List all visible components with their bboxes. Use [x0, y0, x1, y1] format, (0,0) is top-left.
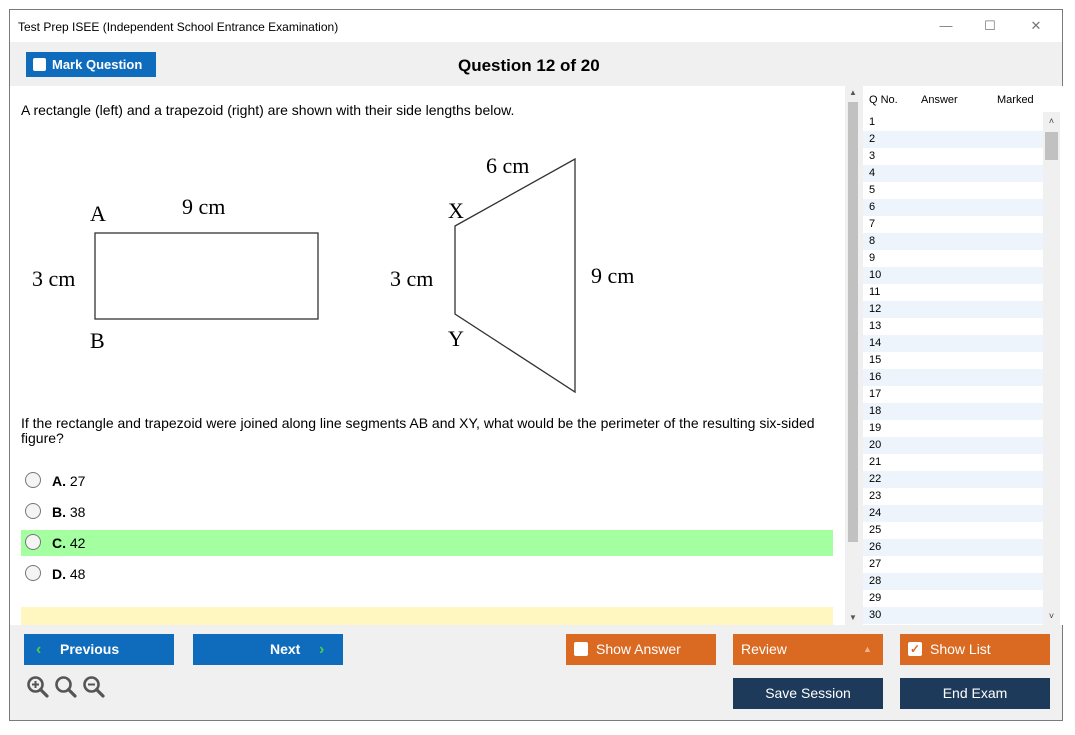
question-number: 28: [869, 575, 882, 587]
answer-option-a[interactable]: [21, 468, 833, 494]
mark-question-label: Mark Question: [52, 57, 143, 72]
question-list-row[interactable]: [863, 148, 1043, 165]
question-list-row[interactable]: [863, 471, 1043, 488]
scroll-down-icon[interactable]: ▼: [849, 613, 857, 622]
save-session-label: Save Session: [765, 685, 851, 701]
option-a-letter: A.: [52, 473, 66, 489]
question-number: 18: [869, 405, 882, 417]
question-list-row[interactable]: [863, 437, 1043, 454]
point-b-label: B: [90, 328, 105, 353]
question-panel: [10, 86, 845, 625]
question-list-row[interactable]: [863, 352, 1043, 369]
question-number: 16: [869, 371, 882, 383]
end-exam-label: End Exam: [942, 685, 1008, 701]
question-number: 26: [869, 541, 882, 553]
question-list-row[interactable]: [863, 335, 1043, 352]
option-a-text: 27: [69, 473, 86, 489]
previous-button[interactable]: [24, 634, 174, 665]
minimize-button[interactable]: —: [939, 18, 953, 33]
question-number: 21: [869, 456, 882, 468]
show-answer-checkbox[interactable]: [574, 642, 588, 656]
question-number: 2: [869, 133, 876, 145]
question-list-row[interactable]: [863, 216, 1043, 233]
question-list-row[interactable]: [863, 369, 1043, 386]
option-c-text: 42: [69, 535, 86, 551]
list-scroll-up-icon[interactable]: ˄: [1048, 116, 1055, 126]
header-marked[interactable]: Marked: [997, 94, 1034, 106]
question-number: 19: [869, 422, 882, 434]
scroll-up-icon[interactable]: ▲: [849, 88, 857, 97]
window-title: Test Prep ISEE (Independent School Entrance Examination): [18, 20, 339, 34]
question-number: 7: [869, 218, 876, 230]
question-counter: Question 12 of 20: [458, 56, 600, 75]
review-dropdown[interactable]: [733, 634, 883, 665]
question-number: 22: [869, 473, 882, 485]
radio-c[interactable]: [25, 534, 41, 550]
previous-label: Previous: [60, 641, 120, 657]
show-answer-button[interactable]: [566, 634, 716, 665]
question-list-row[interactable]: [863, 590, 1043, 607]
close-button[interactable]: ✕: [1030, 18, 1042, 33]
question-list-row[interactable]: [863, 386, 1043, 403]
point-a-label: A: [90, 201, 106, 226]
question-list-row[interactable]: [863, 505, 1043, 522]
question-number: 17: [869, 388, 882, 400]
app-window: [9, 9, 1063, 721]
question-number: 14: [869, 337, 882, 349]
review-label: Review: [741, 641, 787, 657]
scroll-thumb[interactable]: [848, 102, 858, 542]
show-list-label: Show List: [930, 641, 991, 657]
question-list-row[interactable]: [863, 233, 1043, 250]
radio-d[interactable]: [25, 565, 41, 581]
header-answer[interactable]: Answer: [921, 94, 958, 106]
option-d-text: 48: [69, 566, 86, 582]
question-list-row[interactable]: [863, 556, 1043, 573]
question-list: [863, 86, 1064, 625]
show-list-button[interactable]: [900, 634, 1050, 665]
question-number: 29: [869, 592, 882, 604]
question-number: 11: [869, 286, 881, 298]
option-b-letter: B.: [52, 504, 66, 520]
question-list-row[interactable]: [863, 420, 1043, 437]
dropdown-arrow-icon: ▲: [863, 644, 872, 654]
question-number: 8: [869, 235, 876, 247]
question-list-row[interactable]: [863, 250, 1043, 267]
chevron-left-icon: ‹: [36, 641, 42, 658]
question-number: 20: [869, 439, 882, 451]
zoom-reset-icon[interactable]: [53, 674, 79, 700]
question-list-scrollbar[interactable]: [1043, 112, 1060, 625]
question-list-row[interactable]: [863, 403, 1043, 420]
next-label: Next: [270, 641, 301, 657]
trap-top-length: 6 cm: [486, 153, 530, 178]
question-number: 24: [869, 507, 882, 519]
question-number: 27: [869, 558, 882, 570]
question-list-row[interactable]: [863, 267, 1043, 284]
question-list-row[interactable]: [863, 114, 1043, 131]
question-list-row[interactable]: [863, 454, 1043, 471]
shapes-figure: [10, 126, 650, 396]
question-number: 13: [869, 320, 882, 332]
mark-checkbox[interactable]: [33, 58, 46, 71]
rect-left-length: 3 cm: [32, 266, 76, 291]
trap-left-length: 3 cm: [390, 266, 434, 291]
question-stem: A rectangle (left) and a trapezoid (right) are shown with their side lengths below.: [21, 102, 515, 118]
point-y-label: Y: [448, 326, 464, 351]
list-scroll-down-icon[interactable]: ˅: [1048, 611, 1055, 621]
explanation-area: [21, 607, 833, 625]
question-list-row[interactable]: [863, 573, 1043, 590]
radio-b[interactable]: [25, 503, 41, 519]
question-number: 4: [869, 167, 876, 179]
save-session-button[interactable]: [733, 678, 883, 709]
rect-top-length: 9 cm: [182, 194, 226, 219]
next-button[interactable]: [193, 634, 343, 665]
option-c-letter: C.: [52, 535, 66, 551]
option-b-text: 38: [69, 504, 86, 520]
end-exam-button[interactable]: [900, 678, 1050, 709]
maximize-button[interactable]: ☐: [984, 18, 996, 33]
chevron-right-icon: ›: [319, 641, 325, 658]
question-header: [10, 42, 1062, 86]
answer-option-b[interactable]: [21, 499, 833, 525]
trapezoid-shape: [455, 159, 575, 392]
show-list-checkbox[interactable]: ✓: [909, 642, 921, 656]
question-list-row[interactable]: [863, 539, 1043, 556]
question-list-row[interactable]: [863, 165, 1043, 182]
question-number: 12: [869, 303, 882, 315]
option-d-letter: D.: [52, 566, 66, 582]
answer-option-d[interactable]: [21, 561, 833, 587]
question-number: 3: [869, 150, 876, 162]
zoom-in-icon[interactable]: [25, 674, 51, 700]
question-prompt: If the rectangle and trapezoid were joined along line segments AB and XY, what would be the perimeter of the resulting six-sided figure?: [21, 415, 815, 446]
question-scrollbar[interactable]: [845, 86, 861, 625]
question-number: 15: [869, 354, 882, 366]
question-number: 1: [869, 116, 876, 128]
mark-question-button[interactable]: [26, 52, 156, 77]
zoom-out-icon[interactable]: [81, 674, 107, 700]
question-list-row[interactable]: [863, 182, 1043, 199]
question-number: 23: [869, 490, 882, 502]
question-number: 30: [869, 609, 882, 621]
question-number: 25: [869, 524, 882, 536]
title-bar: [10, 10, 1062, 42]
question-list-row[interactable]: [863, 318, 1043, 335]
question-list-header: [863, 86, 1064, 112]
header-qno[interactable]: Q No.: [869, 94, 898, 106]
answer-option-c[interactable]: [21, 530, 833, 556]
question-number: 10: [869, 269, 882, 281]
question-number: 5: [869, 184, 876, 196]
question-list-row[interactable]: [863, 199, 1043, 216]
question-list-row[interactable]: [863, 488, 1043, 505]
list-scroll-thumb[interactable]: [1045, 132, 1058, 160]
rectangle-shape: [95, 233, 318, 319]
radio-a[interactable]: [25, 472, 41, 488]
question-list-row[interactable]: [863, 607, 1043, 624]
show-answer-label: Show Answer: [596, 641, 681, 657]
trap-right-length: 9 cm: [591, 263, 635, 288]
question-number: 6: [869, 201, 876, 213]
question-list-row[interactable]: [863, 284, 1043, 301]
question-list-row[interactable]: [863, 131, 1043, 148]
question-list-row[interactable]: [863, 301, 1043, 318]
point-x-label: X: [448, 198, 464, 223]
question-number: 9: [869, 252, 876, 264]
question-list-row[interactable]: [863, 522, 1043, 539]
